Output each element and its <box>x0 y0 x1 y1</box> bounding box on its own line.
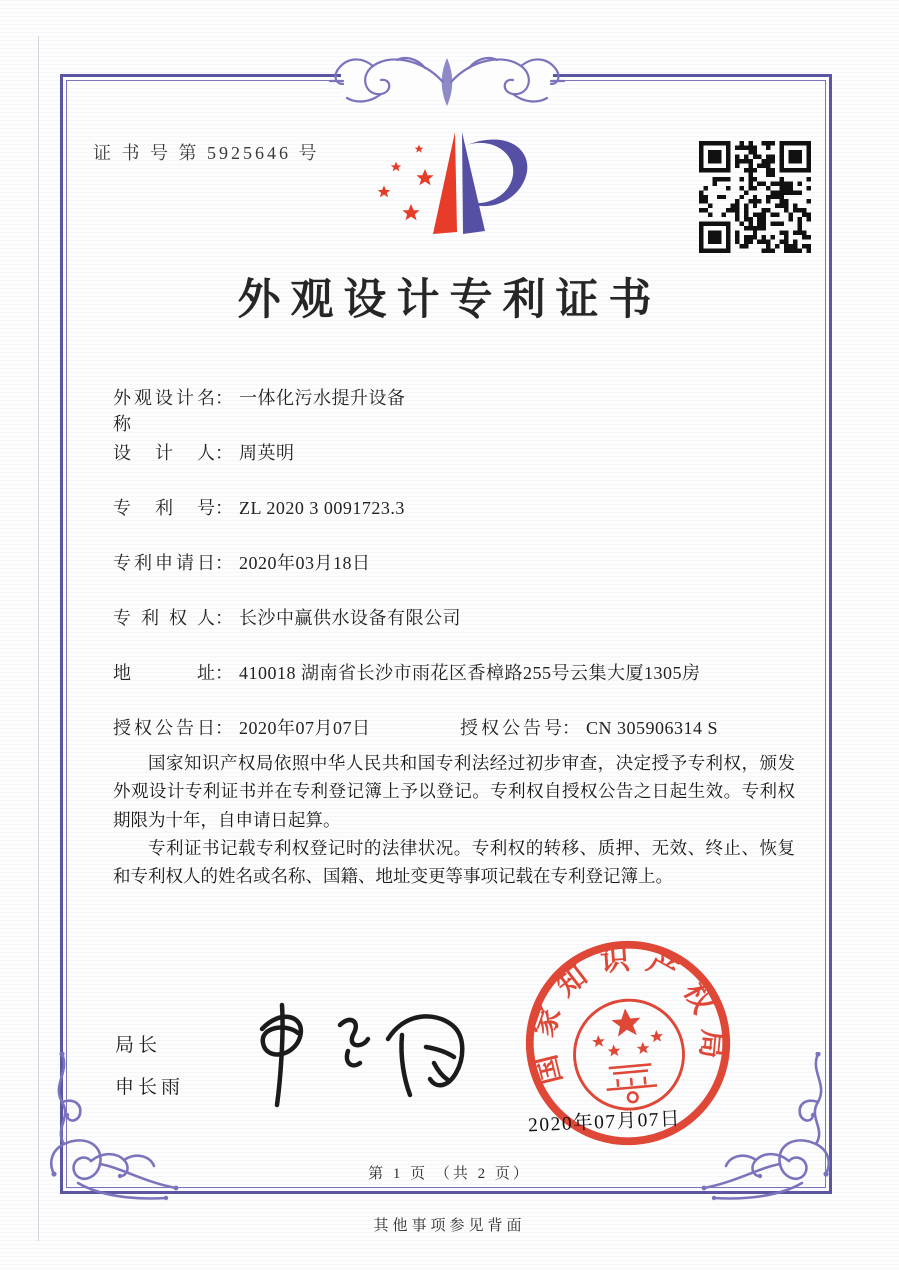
legal-text <box>113 749 795 891</box>
field-row-grant-date: 授权公告日： 2020年07月07日 授权公告号： CN 305906314 S <box>113 714 803 769</box>
field-row-design-name: 外观设计名称： 一体化污水提升设备 <box>113 384 803 439</box>
field-value: 周英明 <box>239 443 295 463</box>
field-row-patentee: 专利权人： 长沙中赢供水设备有限公司 <box>113 604 803 659</box>
field-value: 长沙中赢供水设备有限公司 <box>239 608 461 628</box>
field-label: 专利号 <box>113 498 215 518</box>
cnipa-logo-icon <box>372 127 542 262</box>
field-value: ZL 2020 3 0091723.3 <box>239 498 405 518</box>
field-label: 授权公告号 <box>460 718 562 738</box>
field-label: 专利申请日 <box>113 553 215 573</box>
field-label: 设计人 <box>113 443 215 463</box>
field-value: 2020年03月18日 <box>239 553 371 573</box>
commissioner-name: 申长雨 <box>115 1077 185 1098</box>
legal-paragraph-2: 专利证书记载专利权登记时的法律状况。专利权的转移、质押、无效、终止、恢复和专利权人的姓名或名称、国籍、地址变更等事项记载在专利登记簿上。 <box>113 838 795 887</box>
qr-code-icon <box>699 141 811 253</box>
paper-edge-shadow <box>38 36 39 1241</box>
top-ornament-icon <box>327 50 567 112</box>
field-row-designer: 设计人： 周英明 <box>113 439 803 494</box>
field-value: 2020年07月07日 <box>239 718 371 738</box>
field-label: 地址 <box>113 663 215 683</box>
field-row-patent-number: 专利号： ZL 2020 3 0091723.3 <box>113 494 803 549</box>
field-label: 授权公告日 <box>113 718 215 738</box>
seal-text: 国家知识产权局 <box>526 942 729 1088</box>
field-value: 一体化污水提升设备 <box>239 388 406 408</box>
legal-paragraph-1: 国家知识产权局依照中华人民共和国专利法经过初步审查，决定授予专利权，颁发外观设计专利证书并在专利登记簿上予以登记。专利权自授权公告之日起生效。专利权期限为十年，自申请日起算。 <box>113 753 795 830</box>
field-list <box>113 384 803 769</box>
field-grant-number: 授权公告号： CN 305906314 S <box>460 714 718 740</box>
field-label: 专利权人 <box>113 608 215 628</box>
field-value: CN 305906314 S <box>586 718 719 738</box>
field-label: 外观设计名称 <box>113 388 215 434</box>
certificate-number: 证 书 号 第 5925646 号 <box>93 143 320 163</box>
page-number: 第 1 页 （共 2 页） <box>368 1166 531 1182</box>
certificate-title: 外观设计专利证书 <box>237 277 662 324</box>
field-row-address: 地址： 410018 湖南省长沙市雨花区香樟路255号云集大厦1305房 <box>113 659 803 714</box>
national-emblem-icon <box>570 996 688 1114</box>
field-value: 410018 湖南省长沙市雨花区香樟路255号云集大厦1305房 <box>239 663 701 683</box>
handwritten-signature-icon <box>228 995 478 1110</box>
back-side-note: 其他事项参见背面 <box>373 1218 526 1234</box>
commissioner-title: 局长 <box>115 1035 162 1056</box>
field-row-filing-date: 专利申请日： 2020年03月18日 <box>113 549 803 604</box>
seal-date: 2020年07月07日 <box>527 1108 682 1137</box>
